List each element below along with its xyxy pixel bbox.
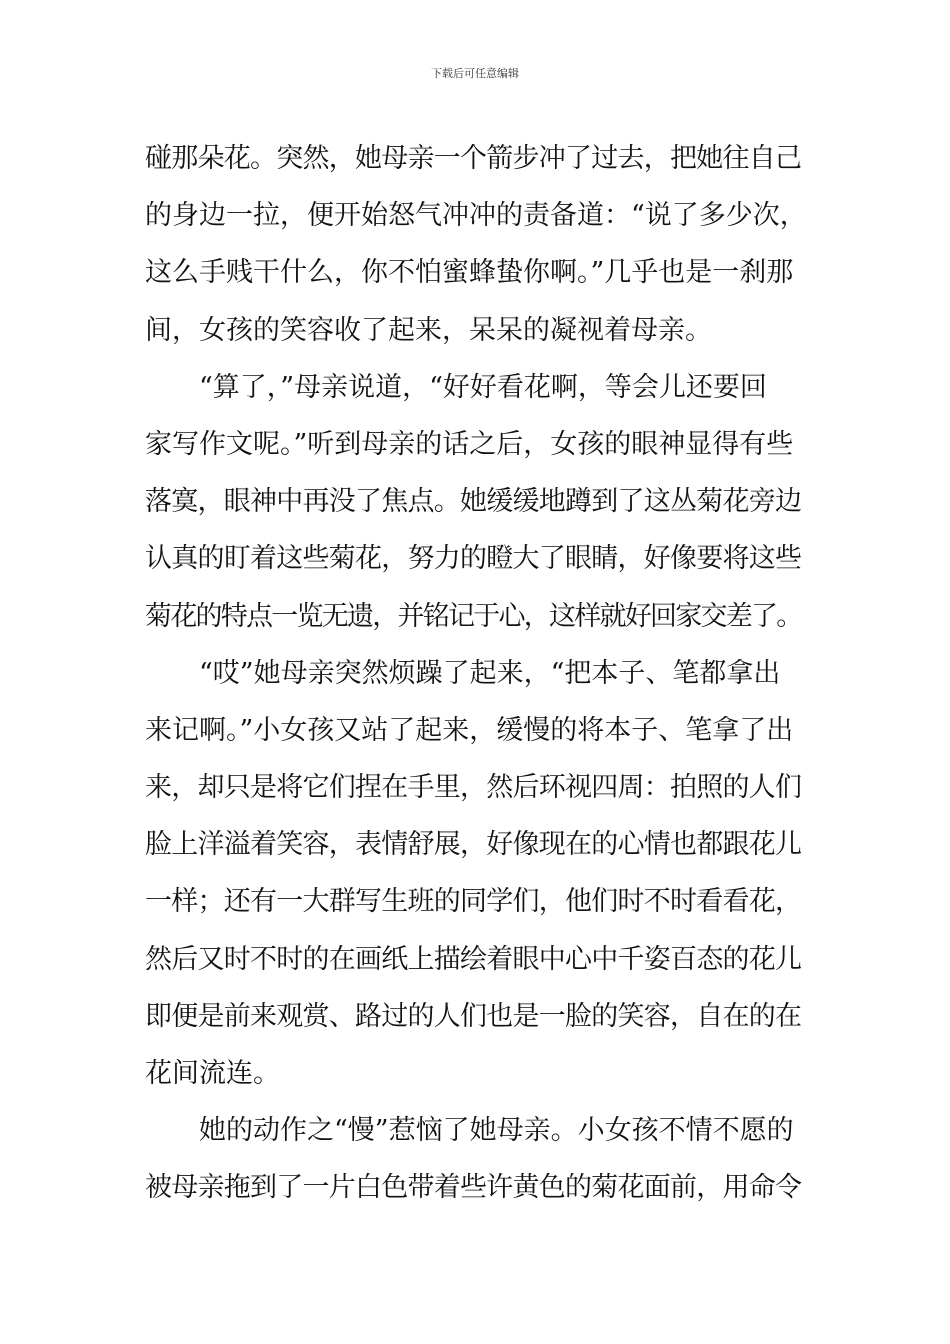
text-line: 脸上洋溢着笑容，表情舒展，好像现在的心情也都跟花儿: [145, 829, 802, 861]
text-line: 碰那朵花。突然，她母亲一个箭步冲了过去，把她往自己: [145, 143, 802, 174]
text-line: 菊花的特点一览无遗，并铭记于心，这样就好回家交差了。: [145, 600, 802, 632]
text-line: 认真的盯着这些菊花，努力的瞪大了眼睛，好像要将这些: [145, 543, 802, 575]
text-line: 一样；还有一大群写生班的同学们，他们时不时看看花，: [145, 886, 802, 918]
text-line: 被母亲拖到了一片白色带着些许黄色的菊花面前，用命令: [145, 1172, 802, 1204]
text-line: 的身边一拉，便开始怒气冲冲的责备道：“说了多少次，: [145, 200, 807, 232]
paragraph-start-line: “哎”她母亲突然烦躁了起来，“把本子、笔都拿出: [199, 657, 781, 689]
text-line: 即便是前来观赏、路过的人们也是一脸的笑容，自在的在: [145, 1000, 802, 1032]
text-line: 这么手贱干什么，你不怕蜜蜂蛰你啊。”几乎也是一刹那: [145, 257, 794, 289]
text-line: 间，女孩的笑容收了起来，呆呆的凝视着母亲。: [145, 314, 712, 346]
text-line: 然后又时不时的在画纸上描绘着眼中心中千姿百态的花儿: [145, 943, 802, 975]
text-line: 来记啊。”小女孩又站了起来，缓慢的将本子、笔拿了出: [145, 714, 794, 746]
page-header: 下载后可任意编辑: [431, 67, 519, 80]
text-line: 家写作文呢。”听到母亲的话之后，女孩的眼神显得有些: [145, 428, 794, 460]
text-line: 花间流连。: [145, 1058, 280, 1089]
body-text: [145, 130, 807, 1217]
text-line: 落寞，眼神中再没了焦点。她缓缓地蹲到了这丛菊花旁边: [145, 486, 802, 518]
paragraph-start-line: “算了，”母亲说道，“好好看花啊，等会儿还要回: [199, 371, 767, 403]
text-line: 来，却只是将它们捏在手里，然后环视四周：拍照的人们: [145, 772, 802, 804]
paragraph-start-line: 她的动作之“慢”惹恼了她母亲。小女孩不情不愿的: [199, 1115, 794, 1147]
